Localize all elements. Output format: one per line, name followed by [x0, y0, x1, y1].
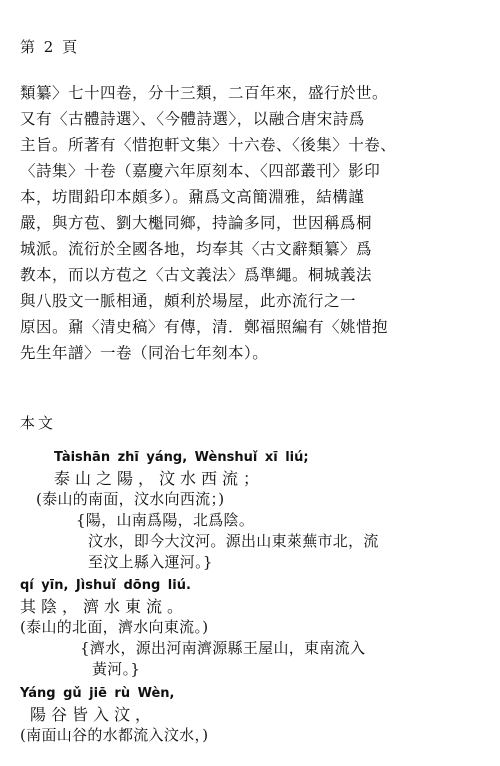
verse-pinyin: qí yīn, Jìshuǐ dōng liú. [20, 578, 191, 593]
verse-block [36, 448, 379, 573]
intro-line: 與八股文一脈相通，頗利於場屋，此亦流行之一 [20, 292, 357, 310]
verse-text: 泰山之陽，汶水西流； [54, 469, 265, 488]
verse-note: {濟水，源出河南濟源縣王屋山，東南流入 [80, 639, 366, 657]
section-title: 本文 [20, 414, 57, 432]
intro-line: 又有〈古體詩選〉、〈今體詩選〉，以融合唐宋詩爲 [20, 110, 365, 128]
verse-block [20, 684, 208, 746]
verse-note: {陽，山南爲陽，北爲陰。 [76, 511, 255, 529]
page-number-label: 第 2 頁 [20, 38, 80, 56]
verse-text: 其陰，濟水東流。 [20, 597, 189, 616]
verse-pinyin: Tàishān zhī yáng, Wènshuǐ xī liú; [54, 450, 309, 465]
verse-note: 汶水，即今大汶河。源出山東萊蕪市北，流 [88, 532, 379, 550]
intro-line: 類纂〉七十四卷，分十三類，二百年來，盛行於世。 [20, 84, 389, 102]
verse-note: 至汶上縣入運河。} [88, 553, 213, 571]
verse-translation: (泰山的北面，濟水向東流。) [20, 618, 209, 636]
intro-paragraph [20, 80, 482, 366]
intro-line: 主旨。所著有〈惜抱軒文集〉十六卷、〈後集〉十卷、 [20, 136, 397, 154]
intro-line: 教本，而以方苞之〈古文義法〉爲準繩。桐城義法 [20, 266, 373, 284]
intro-line: 先生年譜〉一卷（同治七年刻本）。 [20, 344, 269, 362]
verse-note: 黃河。} [92, 660, 141, 678]
verse-translation: (泰山的南面，汶水向西流；) [36, 490, 225, 508]
verse-block [20, 576, 365, 680]
intro-line: 〈詩集〉十卷（嘉慶六年原刻本、〈四部叢刊〉影印 [20, 162, 381, 180]
verse-translation: (南面山谷的水都流入汶水，) [20, 726, 209, 744]
intro-line: 原因。鼐〈清史稿〉有傳，清．鄭福照編有〈姚惜抱 [20, 318, 389, 336]
intro-line: 城派。流衍於全國各地，均奉其〈古文辭類纂〉爲 [20, 240, 373, 258]
verse-text: 陽谷皆入汶， [30, 705, 157, 724]
verse-pinyin: Yáng gǔ jiē rù Wèn, [20, 686, 175, 701]
intro-line: 嚴，與方苞、劉大櫆同鄉，持論多同，世因稱爲桐 [20, 214, 373, 232]
intro-line: 本，坊間鉛印本頗多）。鼐爲文高簡淵雅，結構謹 [20, 188, 365, 206]
